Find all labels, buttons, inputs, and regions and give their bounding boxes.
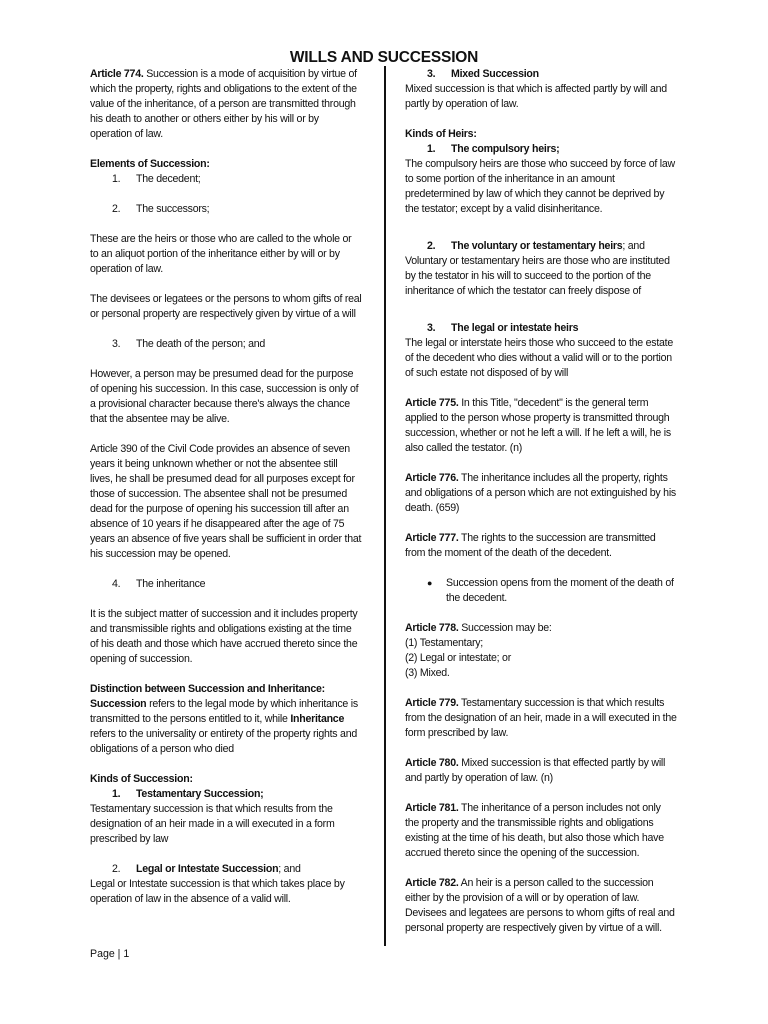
paragraph: Voluntary or testamentary heirs are those who are instituted by the testator in his will to succeed to the portion of the inheritance of which the testator can freely dispose of xyxy=(405,255,670,297)
list-item: 3. Mixed Succession xyxy=(427,68,539,80)
paragraph: The legal or interstate heirs those who succeed to the estate of the decedent who dies without a valid will or to the portion of such estate not disposed of by will xyxy=(405,337,674,379)
bullet-icon: ● xyxy=(427,578,433,588)
paragraph: It is the subject matter of succession and it includes property and transmissible rights and obligations existing at the time of his death and those which have accrued thereto since the opening of succession. xyxy=(90,608,358,665)
list-item: (2) Legal or intestate; or xyxy=(405,652,511,664)
article-label: Article 774. xyxy=(90,68,144,80)
article-780: Article 780. Mixed succession is that effected partly by will and partly by operation of law. (n) xyxy=(405,757,666,784)
elements-heading: Elements of Succession: xyxy=(90,158,210,170)
page-number: Page | 1 xyxy=(90,948,130,960)
paragraph: However, a person may be presumed dead for the purpose of opening his succession. In this case, succession is only of a provisional character because there's always the chance that the absentee may be alive. xyxy=(90,368,359,425)
list-item: 2. The voluntary or testamentary heirs; and xyxy=(427,240,645,252)
right-column xyxy=(405,67,677,936)
article-775: Article 775. In this Title, "decedent" is the general term applied to the person whose property is transmitted through succession, whether or not he left a will. If he left a will, he is also called the testator. (n) xyxy=(405,397,671,454)
paragraph: Succession refers to the legal mode by which inheritance is transmitted to the persons entitled to it, while Inheritance refers to the universality or entirety of the property rights and obligations of a person who died xyxy=(90,698,358,755)
list-item: 2. The successors; xyxy=(112,203,210,215)
list-item: 3. The death of the person; and xyxy=(112,338,266,350)
paragraph: The devisees or legatees or the persons to whom gifts of real or personal property are respectively given by virtue of a will xyxy=(90,293,362,320)
kinds-of-succession-heading: Kinds of Succession: xyxy=(90,773,193,785)
article-779: Article 779. Testamentary succession is that which results from the designation of an heir, made in a will executed in the form prescribed by law. xyxy=(405,697,677,739)
list-item: 1. The compulsory heirs; xyxy=(427,143,560,155)
column-divider xyxy=(384,66,386,946)
article-777: Article 777. The rights to the succession are transmitted from the moment of the death of the decedent. xyxy=(405,532,656,559)
article-782: Article 782. An heir is a person called to the succession either by the provision of a will or by operation of law. Devisees and legatees are persons to whom gifts of real and personal property are respectively given by virtue of a will. xyxy=(405,877,675,934)
list-item: 1. The decedent; xyxy=(112,173,201,185)
paragraph: The compulsory heirs are those who succeed by force of law to some portion of the inheritance in an amount predetermined by law of which they cannot be deprived by the testator; except by a valid disinheritance. xyxy=(405,158,675,215)
kinds-of-heirs-heading: Kinds of Heirs: xyxy=(405,128,477,140)
paragraph: Article 390 of the Civil Code provides an absence of seven years it being unknown whether or not the absentee still lives, he shall be presumed dead for all purposes except for those of succession. The absentee shall not be presumed dead for the purpose of opening his succession till after an absence of 10 years if he disappeared after the age of 75 years an absence of five years shall be sufficient in order that his succession may be opened. xyxy=(90,443,362,560)
list-item: 4. The inheritance xyxy=(112,578,206,590)
bullet-item: ● Succession opens from the moment of the death of the decedent. xyxy=(427,577,674,604)
paragraph: These are the heirs or those who are called to the whole or to an aliquot portion of the inheritance either by will or by operation of law. xyxy=(90,233,352,275)
article-776: Article 776. The inheritance includes all the property, rights and obligations of a person which are not extinguished by his death. (659) xyxy=(405,472,676,514)
paragraph: Mixed succession is that which is affected partly by will and partly by operation of law. xyxy=(405,83,667,110)
list-item: 1. Testamentary Succession; xyxy=(112,788,264,800)
list-item: 3. The legal or intestate heirs xyxy=(427,322,579,334)
left-column xyxy=(90,67,362,907)
article-text: Succession is a mode of acquisition by virtue of which the property, rights and obligations to the extent of the value of the inheritance, of a person are transmitted through his death to another or others either by his will or by operation of law. xyxy=(90,68,357,140)
list-item: 2. Legal or Intestate Succession; and xyxy=(112,863,301,875)
article-778: Article 778. Succession may be: xyxy=(405,622,552,634)
paragraph: Legal or Intestate succession is that which takes place by operation of law in the absence of a valid will. xyxy=(90,878,345,905)
paragraph: Testamentary succession is that which results from the designation of an heir made in a will executed in a form prescribed by law xyxy=(90,803,335,845)
article-774 xyxy=(90,67,362,142)
list-item: (1) Testamentary; xyxy=(405,637,483,649)
list-item: (3) Mixed. xyxy=(405,667,450,679)
document-title: WILLS AND SUCCESSION xyxy=(289,49,479,66)
distinction-heading: Distinction between Succession and Inheritance: xyxy=(90,683,325,695)
article-781: Article 781. The inheritance of a person includes not only the property and the transmissible rights and obligations existing at the time of his death, but also those which have accrued thereto since the opening of the succession. xyxy=(405,802,664,859)
